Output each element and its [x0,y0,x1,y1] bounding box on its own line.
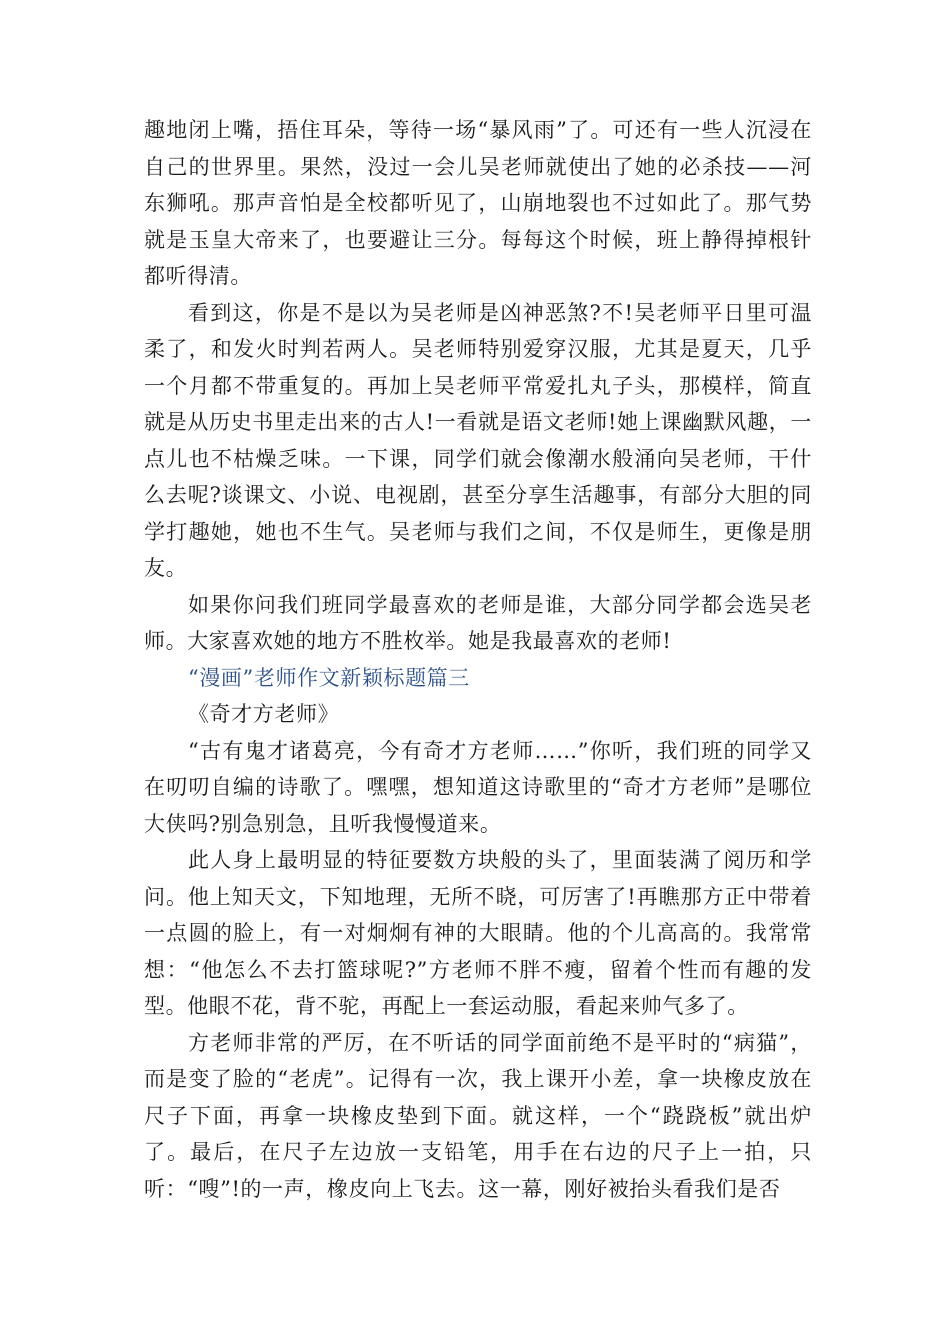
paragraph-appearance: 此人身上最明显的特征要数方块般的头了，里面装满了阅历和学问。他上知天文，下知地理，无所不晓，可厉害了!再瞧那方正中带着一点圆的脸上，有一对炯炯有神的大眼睛。他的个儿高高的。我常常想：“他怎么不去打篮球呢?”方老师不胖不瘦，留着个性而有趣的发型。他眼不花，背不驼，再配上一套运动服，看起来帅气多了。 [144,848,812,1018]
paragraph-strict-teacher: 方老师非常的严厉，在不听话的同学面前绝不是平时的“病猫”，而是变了脸的“老虎”。记得有一次，我上课开小差，拿一块橡皮放在尺子下面，再拿一块橡皮垫到下面。就这样，一个“跷跷板”就出炉了。最后，在尺子左边放一支铅笔，用手在右边的尺子上一拍，只听：“嗖”!的一声，橡皮向上飞去。这一幕，刚好被抬头看我们是否 [144,1030,812,1201]
paragraph-gentle-teacher: 看到这，你是不是以为吴老师是凶神恶煞?不!吴老师平日里可温柔了，和发火时判若两人。吴老师特别爱穿汉服，尤其是夏天，几乎一个月都不带重复的。再加上吴老师平常爱扎丸子头，那模样，简直就是从历史书里走出来的古人!一看就是语文老师!她上课幽默风趣，一点儿也不枯燥乏味。一下课，同学们就会像潮水般涌向吴老师，干什么去呢?谈课文、小说、电视剧，甚至分享生活趣事，有部分大胆的同学打趣她，她也不生气。吴老师与我们之间，不仅是师生，更像是朋友。 [144,300,812,580]
paragraph-favorite-teacher: 如果你问我们班同学最喜欢的老师是谁，大部分同学都会选吴老师。大家喜欢她的地方不胜枚举。她是我最喜欢的老师! [144,592,812,653]
essay-title: 《奇才方老师》 [188,702,340,726]
paragraph-continued: 趣地闭上嘴，捂住耳朵，等待一场“暴风雨”了。可还有一些人沉浸在自己的世界里。果然，没过一会儿吴老师就使出了她的必杀技——河东狮吼。那声音怕是全校都听见了，山崩地裂也不过如此了。那气势就是玉皇大帝来了，也要避让三分。每每这个时候，班上静得掉根针都听得清。 [144,118,812,288]
section-heading: “漫画”老师作文新颖标题篇三 [188,665,470,690]
document-body [144,112,812,1207]
paragraph-poem-intro: “古有鬼才诸葛亮，今有奇才方老师……”你听，我们班的同学又在叨叨自编的诗歌了。嘿嘿，想知道这诗歌里的“奇才方老师”是哪位大侠吗?别急别急，且听我慢慢道来。 [144,738,812,836]
